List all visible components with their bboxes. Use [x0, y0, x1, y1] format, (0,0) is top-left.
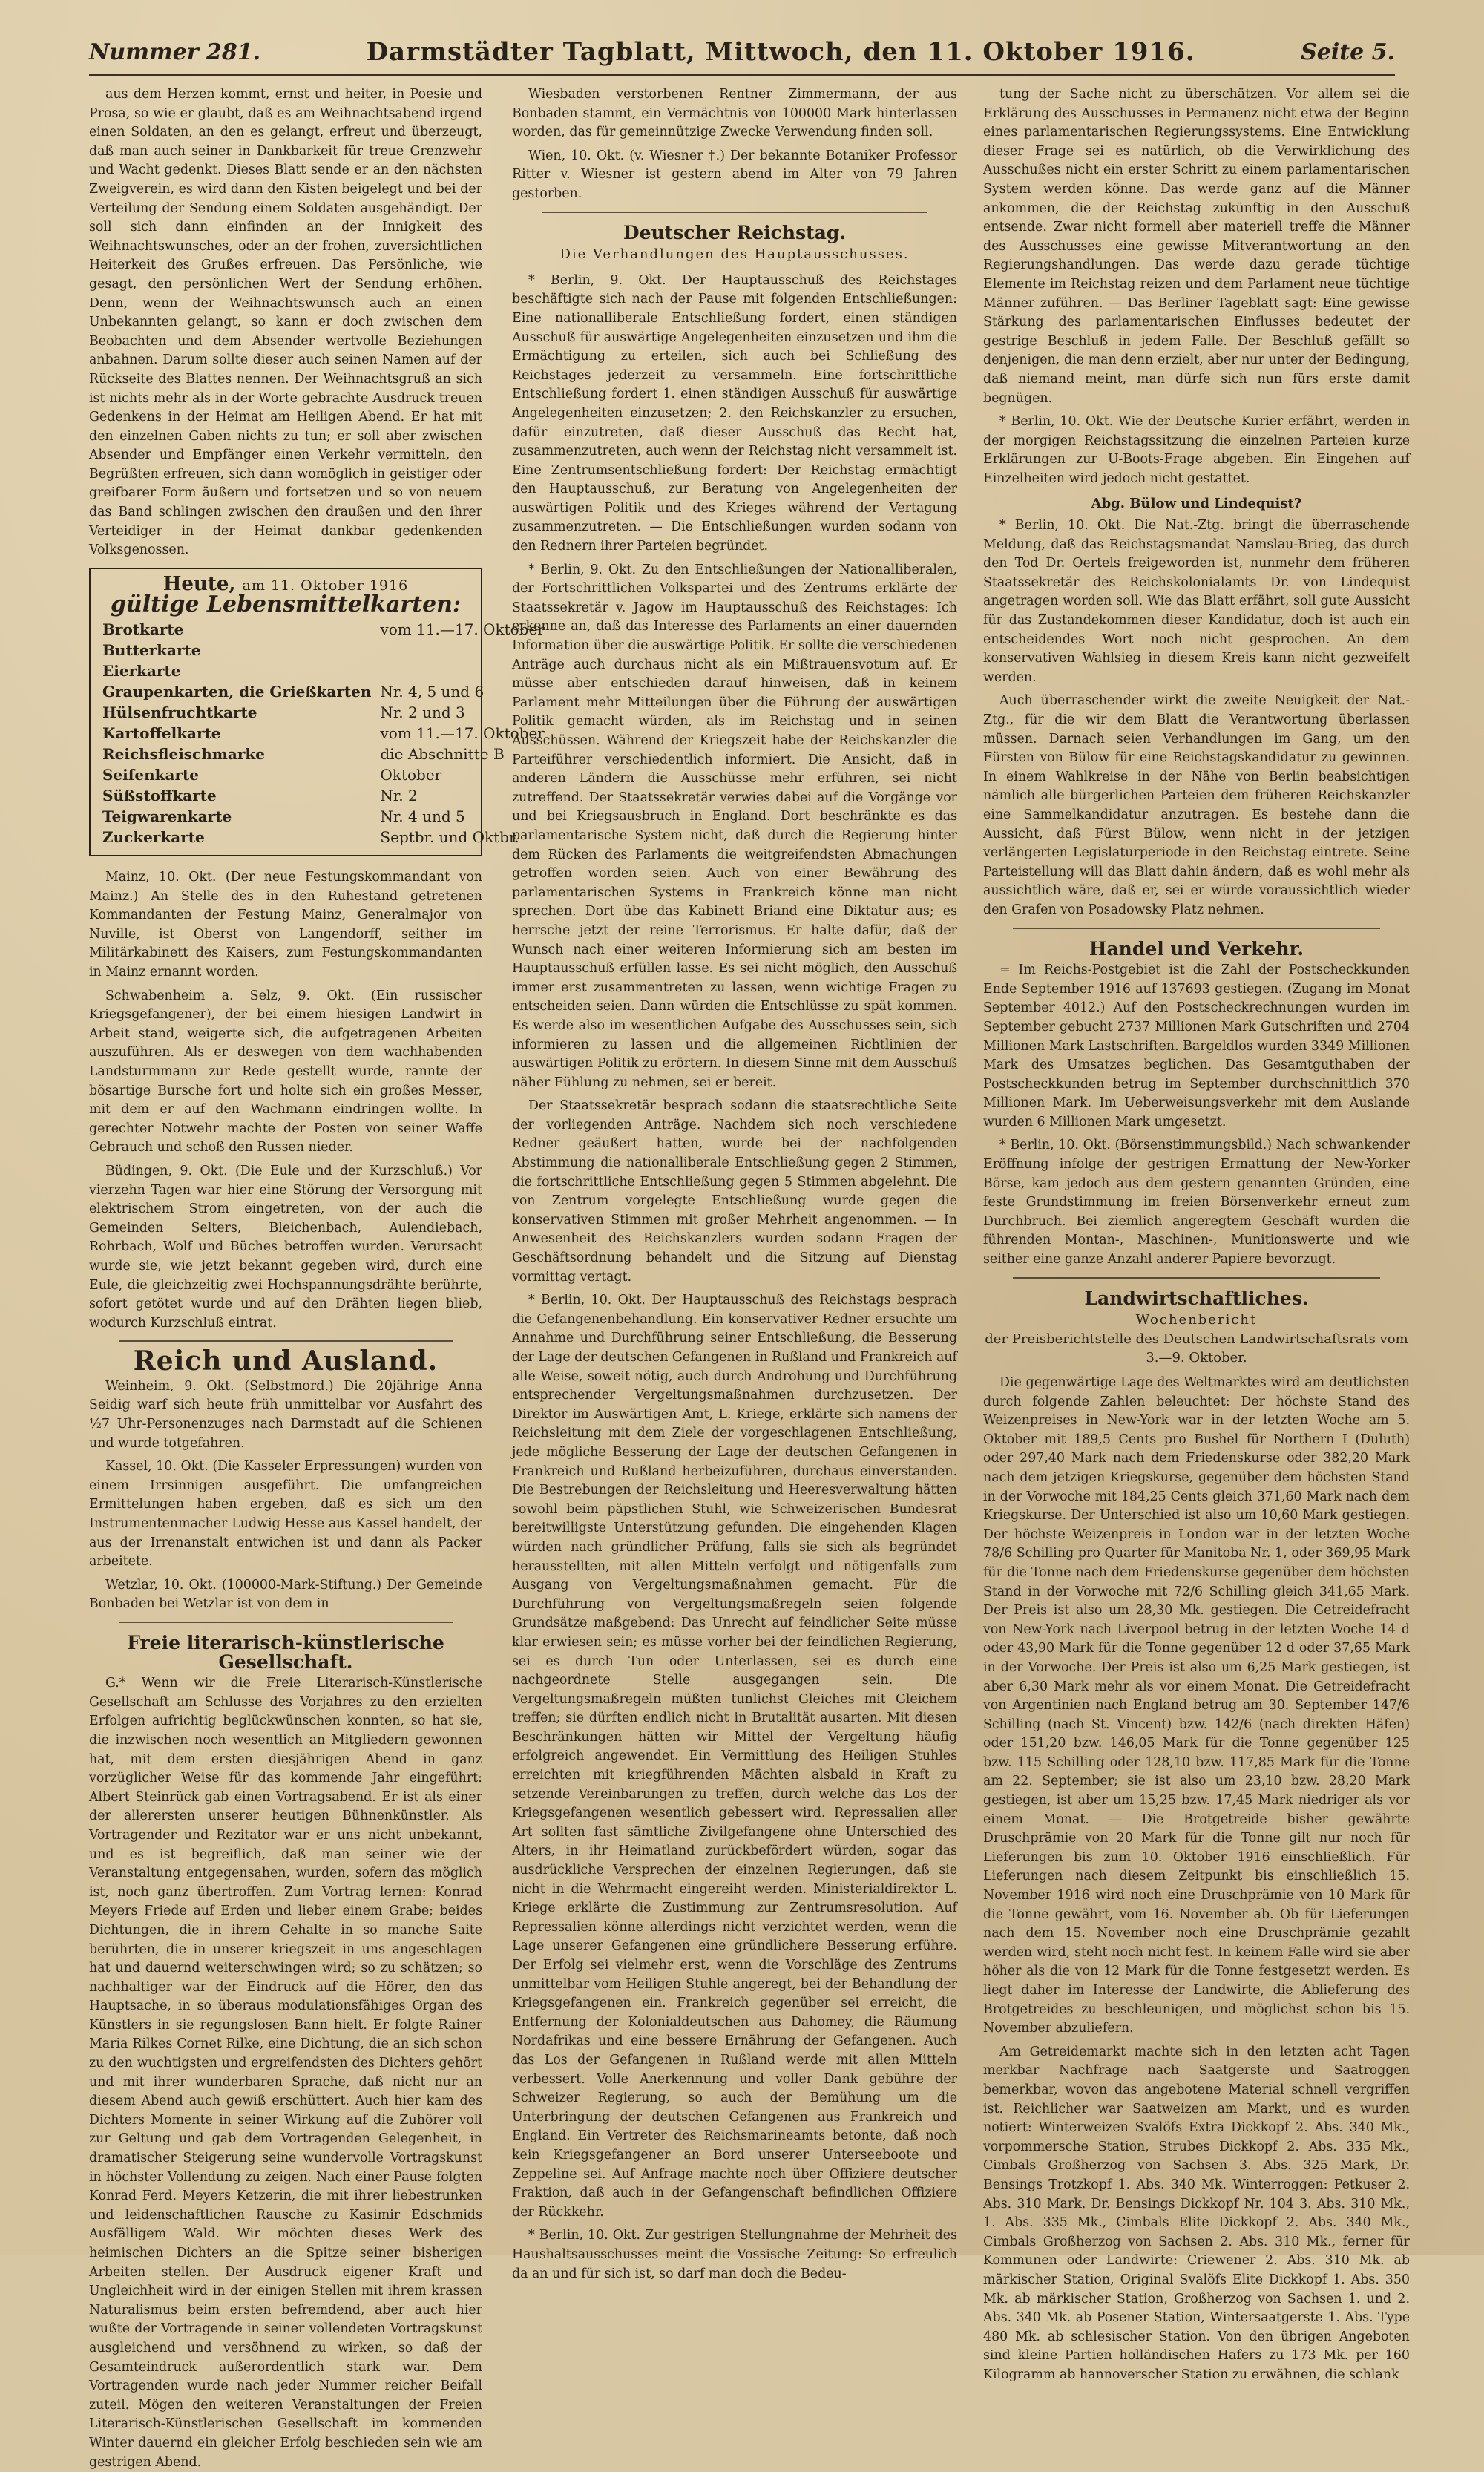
issue-number: Nummer 281. [89, 39, 261, 65]
section-heading: Reich und Ausland. [133, 1345, 439, 1377]
ration-card-row [102, 744, 545, 764]
ration-card-validity: Nr. 4, 5 und 6 [380, 683, 485, 701]
article-paragraph: * Berlin, 10. Okt. Zur gestrigen Stellungnahme der Mehrheit des Haushaltsausschusses meint die Vossische Zeitung: So erfreulich da an und für sich ist, so darf man doch die Bedeu- [512, 2228, 957, 2281]
ration-card-name: Teigwarenkarte [102, 807, 232, 826]
section-heading: Landwirtschaftliches. [1084, 1287, 1309, 1309]
article-paragraph: * Berlin, 10. Okt. Der Hauptausschuß des Reichstags besprach die Gefangenenbehandlung. Ein konservativer Redner ersuchte um Annahme und Durchführung seiner Entschließung, die Besserung der Lage der deutschen Gefangenen in Rußland und Frankreich auf alle Weise, soweit nötig, auch durch Androhung und Durchführung entsprechender Vergeltungsmaßnahmen durchzusetzen. Der Direktor im Auswärtigen Amt, L. Kriege, erklärte sich namens der Reichsleitung mit dem Ziele der vorgeschlagenen Entschließung, jede mögliche Besserung der Lage der deutschen Gefangenen in Frankreich und Rußland herbeizuführen, durchaus einverstanden. Die Bestrebungen der Reichsleitung und Heeresverwaltung hätten sowohl beim päpstlichen Stuhl, wie Schweizerischen Bundesrat bereitwilligste Unterstützung gefunden. Die eingehenden Klagen würden nach gründlicher Prüfung, falls sie sich als begründet herausstellten, mit allen Mitteln verfolgt und nötigenfalls zum Ausgang von Vergeltungsmaßnahmen gemacht. Für die Durchführung von Vergeltungsmaßregeln seien folgende Grundsätze maßgebend: Das Unrecht auf feindlicher Seite müsse klar erwiesen sein; es müsse vorher bei der feindlichen Regierung, sei es durch Tun oder Unterlassen, sei es durch eine nachgeordnete Stelle ausgegangen sein. Die Vergeltungsmaßregeln müßten tunlichst Gleiches mit Gleichem treffen; sie dürften endlich nicht in Brutalität ausarten. Mit diesen Beschränkungen hätten wir Mittel der Vergeltung häufig erfolgreich angewendet. Ein Vermittlung des Heiligen Stuhles erreichten mit kriegführenden Mächten alsbald in Kraft zu setzende Vereinbarungen zu treffen, durch welche das Los der Kriegsgefangenen wesentlich gebessert wird. Repressalien aller Art sollten fast sämtliche Zivilgefangene ohne Unterschied des Alters, in ihr Heimatland zurückbefördert würden, sogar das ausdrückliche Versprechen der einzelnen Regierungen, daß sie nicht in die Wehrmacht eingereiht werden. Ministerialdirektor L. Kriege erklärte die Zustimmung zur Zentrumsresolution. Auf Repressalien könne allerdings nicht verzichtet werden, wenn die Lage unserer Gefangenen eine gründlichere Besserung erführe. Der Erfolg sei vielmehr erst, wenn die Vorschläge des Zentrums unmittelbar vom Heiligen Stuhle angeregt, bei der Behandlung der Kriegsgefangenen ein. Frankreich gegenüber sei erreicht, die Entfernung der Kolonialdeutschen aus Dahomey, die Räumung Nordafrikas und eine bessere Ernährung der Gefangenen. Auch das Los der Gefangenen in Rußland werde mit allen Mitteln verbessert. Volle Anerkennung und voller Dank gebühre der Schweizer Regierung, so auch der Bemühung um die Unterbringung der deutschen Gefangenen aus Frankreich und England. Ein Vertreter des Reichsmarineamts betonte, daß noch kein Kriegsgefangener an Bord unserer Unterseeboote und Zeppeline sei. Auf Anfrage machte noch über Offiziere deutscher Fraktion, daß auch in der Gefangenschaft befindlichen Offiziere der Rückkehr. [512, 1293, 957, 2220]
ration-card-validity: vom 11.—17. Oktober [380, 620, 545, 639]
section-heading: Handel und Verkehr. [1089, 937, 1304, 960]
ration-card-row [102, 806, 545, 827]
article-paragraph: * Berlin, 9. Okt. Zu den Entschließungen der Nationalliberalen, der Fortschrittlichen Volkspartei und des Zentrums erklärte der Staatssekretär v. Jagow im Hauptausschuß des Reichstages: Ich erkenne an, daß das Interesse des Parlaments an einer dauernden Information über die auswärtige Politik. Er sollte die verschiedenen Anträge auch durchaus nicht als ein Mißtrauensvotum auf. Er müsse aber entschieden darauf hinweisen, daß in keinem Parlament mehr Mitteilungen über die Führung der auswärtigen Politik gemacht würden, als im Reichstag und in seinen Ausschüssen. Während der Kriegszeit habe der Reichskanzler die Parteiführer verschiedentlich informiert. Die Ansicht, daß in anderen Ländern die Ausschüsse mehr erführen, sei nicht zutreffend. Der Staatssekretär verwies dabei auf die Vorgänge vor und bei Kriegsausbruch in England. Dort beschränkte es das parlamentarische System nicht, daß durch die Regierung hinter dem Rücken des Parlaments die weitgreifendsten Abmachungen getroffen worden seien. Auch von einer Bewährung des parlamentarischen Systems in Frankreich könne man nicht sprechen. Dort übe das Kabinett Briand eine Diktatur aus; es herrsche jetzt der reine Terrorismus. Er halte dafür, daß der Wunsch nach einer weiteren Informierung sich am besten im Hauptausschuß erfüllen lasse. Es sei nicht möglich, den Ausschuß immer erst zusammentreten zu lassen, wenn wichtige Fragen zu entscheiden seien. Dann würden die Entschlüsse zu spät kommen. Es werde also im wesentlichen Aufgabe des Ausschusses sein, sich informieren zu lassen und die allgemeinen Richtlinien der auswärtigen Politik zu erörtern. In diesem Sinne mit dem Ausschuß näher Fühlung zu nehmen, sei er bereit. [512, 562, 957, 1090]
ration-card-name: Kartoffelkarte [102, 724, 221, 743]
section-heading: Deutscher Reichstag. [623, 221, 847, 243]
section-subheading: Wochenbericht [1135, 1312, 1258, 1328]
ration-cards-box [89, 568, 545, 856]
article-paragraph: Wetzlar, 10. Okt. (100000-Mark-Stiftung.) Der Gemeinde Bonbaden bei Wetzlar ist von dem in [89, 1577, 482, 1612]
ration-card-row [102, 827, 545, 848]
article-paragraph: Weinheim, 9. Okt. (Selbstmord.) Die 20jährige Anna Seidig warf sich heute früh unmittelbar vor Ausfahrt des ½7 Uhr-Personenzuges nach Darmstadt auf die Schienen und wurde totgefahren. [89, 1378, 482, 1451]
ration-card-row [102, 660, 545, 681]
ration-card-name: Seifenkarte [102, 766, 199, 784]
article-paragraph: * Berlin, 10. Okt. Die Nat.-Ztg. bringt die überraschende Meldung, daß das Reichstagsmandat Namslau-Brieg, das durch den Tod Dr. Oertels freigeworden ist, nunmehr dem früheren Staatssekretär des Reichskolonialamts Dr. von Lindequist angetragen worden soll. Wie das Blatt erfährt, soll gute Aussicht für das Zustandekommen dieser Kandidatur, doch ist auch ein entscheidendes Wort noch nicht gesprochen. An dem konservativen Wahlsieg in diesem Kreis kann nicht gezweifelt werden. [983, 518, 1410, 685]
article-paragraph: Die gegenwärtige Lage des Weltmarktes wird am deutlichsten durch folgende Zahlen beleuchtet: Der höchste Stand des Weizenpreises in New-York war in der letzten Woche am 5. Oktober mit 189,5 Cents pro Bushel für Northern I (Duluth) oder 297,40 Mark nach dem Friedenskurse oder 382,20 Mark nach dem jetzigen Kriegskurse, gegenüber dem höchsten Stand in der Vorwoche mit 184,25 Cents gleich 371,60 Mark nach dem Kriegskurse. Der Unterschied ist also um 10,60 Mark gestiegen. Der höchste Weizenpreis in London war in der letzten Woche 78/6 Schilling pro Quarter für Manitoba Nr. 1, oder 369,95 Mark für die Tonne nach dem Friedenskurse gegenüber dem höchsten Stand in der Vorwoche mit 72/6 Schilling gleich 341,65 Mark. Der Preis ist also um 28,30 Mk. gestiegen. Die Getreidefracht von New-York nach Liverpool betrug in der letzten Woche 14 d oder 43,90 Mark für die Tonne gegenüber 12 d oder 37,65 Mark in der Vorwoche. Der Preis ist also um 6,25 Mark gestiegen, ist aber 6,30 Mark mehr als vor einem Monat. Die Getreidefracht von Argentinien nach England betrug am 30. September 147/6 Schilling (nach St. Vincent) bzw. 142/6 (nach direkten Häfen) oder 151,20 bzw. 146,05 Mark für die Tonne gegenüber 125 bzw. 115 Schilling oder 128,10 bzw. 117,85 Mark für die Tonne am 22. September; sie ist also um 23,10 bzw. 28,20 Mark gestiegen, ist aber um 15,25 bzw. 17,45 Mark niedriger als vor einem Monat. — Die Brotgetreide bisher gewährte Druschprämie von 20 Mark für die Tonne gilt nur noch für Lieferungen bis zum 10. Oktober 1916 einschließlich. Für Lieferungen nach diesem Zeitpunkt bis einschließlich 15. November 1916 wird noch eine Druschprämie von 10 Mark für die Tonne gewährt, vom 16. November ab. Ob für Lieferungen nach dem 15. November noch eine Druschprämie gezahlt werden wird, steht noch nicht fest. In keinem Falle wird sie aber höher als die von 12 Mark für die Tonne festgesetzt werden. Es liegt daher im Interesse der Landwirte, die Ablieferung des Brotgetreides zu beschleunigen, und möglichst schon bis 15. November abzuliefern. [983, 1375, 1410, 2036]
ration-card-name: Eierkarte [102, 662, 181, 681]
article-paragraph: Wiesbaden verstorbenen Rentner Zimmermann, der aus Bonbaden stammt, ein Vermächtnis von 100000 Mark hinterlassen worden, das für gemeinnützige Zwecke Verwendung finden soll. [512, 87, 957, 140]
ration-card-validity: Nr. 2 und 3 [380, 704, 465, 722]
ration-card-row [102, 619, 545, 640]
box-heading-today: Heute, [162, 572, 236, 595]
ration-card-name: Brotkarte [102, 620, 184, 639]
ration-card-validity: Septbr. und Oktbr. [380, 828, 519, 847]
article-paragraph: Mainz, 10. Okt. (Der neue Festungskommandant von Mainz.) An Stelle des in den Ruhestand getretenen Kommandanten der Festung Mainz, Generalmajor von Nuville, ist Oberst von Langendorff, seither im Militärkabinett des Kaisers, zum Festungskommandanten in Mainz ernannt worden. [89, 870, 482, 980]
article-paragraph: tung der Sache nicht zu überschätzen. Vor allem sei die Erklärung des Ausschusses in Permanenz nicht etwa der Beginn eines parlamentarischen Regierungssystems. Eine Entwicklung dieser Frage sei es natürlich, ob die Verwirklichung des Ausschußes nicht ein erster Schritt zu einem parlamentarischen System werden könne. Das werde ganz auf die Männer ankommen, die der Reichstag zukünftig in den Ausschuß entsende. Zwar nicht formell aber materiell treffe die Männer des Ausschusses eine gewisse Mitverantwortung an den Regierungshandlungen. Das werde dazu gerade tüchtige Elemente im Reichstag reizen und dem Parlament neue tüchtige Männer zuführen. — Das Berliner Tageblatt sagt: Eine gewisse Stärkung des parlamentarischen Einflusses bedeutet der gestrige Beschluß in jedem Falle. Der Beschluß gefällt so denjenigen, die man denn erzielt, aber nur unter der Bedingung, daß niemand meint, man dürfe sich nun fürs erste damit begnügen. [983, 87, 1410, 406]
ration-card-name: Reichsfleischmarke [102, 745, 266, 764]
article-paragraph: Schwabenheim a. Selz, 9. Okt. (Ein russischer Kriegsgefangener), der bei einem hiesigen Landwirt in Arbeit stand, weigerte sich, die aufgetragenen Arbeiten auszuführen. Als er deswegen von dem wachhabenden Landsturmmann zur Rede gestellt wurde, rannte der bösartige Bursche fort und holte sich ein großes Messer, mit dem er auf den Wachmann eindringen wollte. In gerechter Notwehr machte der Posten von seiner Waffe Gebrauch und schoß den Russen nieder. [89, 988, 482, 1155]
divider [1013, 928, 1380, 929]
divider [119, 1622, 453, 1623]
ration-card-name: Butterkarte [102, 641, 201, 660]
article-paragraph: aus dem Herzen kommt, ernst und heiter, in Poesie und Prosa, so wie er glaubt, daß es am Weihnachtsabend irgend einen Soldaten, an den es gelangt, erfreut und überzeugt, daß man auch seiner in Dankbarkeit für treue Grenzwehr und Wacht gedenkt. Dieses Blatt sende er an den nächsten Zweigverein, es wird dann den Kisten beigelegt und bei der Verteilung der Sendung einem Soldaten ausgehändigt. Der soll sich dann einfinden an der Innigkeit des Weihnachtswunsches, oder an der frohen, zuversichtlichen Heiterkeit des Grußes erfreuen. Das Persönliche, wie gesagt, den persönlichen Wert der Sendung erhöhen. Denn, wenn der Weihnachtswunsch auch an einen Unbekannten gelangt, so kann er doch zwischen dem Beobachten und dem Absender wertvolle Beziehungen anbahnen. Darum sollte dieser auch seinen Namen auf der Rückseite des Blattes nennen. Der Weihnachtsgruß an sich ist nichts mehr als in der Worte gebrachte Ausdruck treuen Gedenkens in der Heimat am Heiligen Abend. Er hat mit den einzelnen Gaben nichts zu tun; er soll aber zwischen Absender und Empfänger einen Verkehr vermitteln, den Begrüßten erfreuen, sich dann womöglich in geistiger oder greifbarer Form äußern und fortsetzen und so von neuem das Band schlingen zwischen den draußen und den ihrer Verteidiger in der Heimat dankbar gedenkenden Volksgenossen. [89, 87, 482, 558]
ration-card-name: Süßstoffkarte [102, 787, 217, 805]
article-paragraph: Büdingen, 9. Okt. (Die Eule und der Kurzschluß.) Vor vierzehn Tagen war hier eine Störung der Versorgung mit elektrischem Strom eingetreten, von der auch die Gemeinden Selters, Bleichenbach, Aulendiebach, Rohrbach, Wolf und Büches betroffen wurden. Verursacht wurde sie, wie jetzt bekannt gegeben wird, durch eine Eule, die gleichzeitig zwei Hochspannungsdrähte berührte, sofort getötet wurde und auf den Drähten liegen blieb, wodurch Kurzschluß eintrat. [89, 1163, 482, 1331]
ration-card-name: Graupenkarten, die Grießkarten [102, 683, 372, 701]
article-paragraph: Der Staatssekretär besprach sodann die staatsrechtliche Seite der vorliegenden Anträge. Nachdem sich noch verschiedene Redner geäußert hatten, wurde bei der nachfolgenden Abstimmung die nationalliberale Entschließung gegen 2 Stimmen, die fortschrittliche Entschließung gegen 5 Stimmen abgelehnt. Die von Zentrum vorgelegte Entschließung wurde gegen die konservativen Stimmen mit großer Mehrheit angenommen. — In Anwesenheit des Reichskanzlers wurden sodann Fragen der Geschäftsordnung behandelt und die Sitzung auf Dienstag vormittag vertagt. [512, 1098, 957, 1285]
page-number: Seite 5. [1301, 39, 1395, 65]
article-paragraph: = Im Reichs-Postgebiet ist die Zahl der Postscheckkunden Ende September 1916 auf 137693 gestiegen. (Zugang im Monat September 4012.) Auf den Postscheckrechnungen wurden im September gebucht 2737 Millionen Mark Gutschriften und 2704 Millionen Mark Lastschriften. Bargeldlos wurden 3349 Millionen Mark des Umsatzes beglichen. Das Gesamtguthaben der Postscheckkunden betrug im September durchschnittlich 370 Millionen Mark. Im Ueberweisungsverkehr mit dem Auslande wurden 6 Millionen Mark umgesetzt. [983, 963, 1410, 1130]
ration-card-validity: Nr. 2 [380, 787, 418, 805]
section-heading: Freie literarisch-künstlerische Gesellschaft. [127, 1632, 444, 1673]
ration-card-validity: Nr. 4 und 5 [380, 807, 465, 826]
section-subheading: der Preisberichtstelle des Deutschen Landwirtschaftsrats vom 3.—9. Oktober. [985, 1331, 1408, 1366]
masthead [89, 30, 1395, 76]
ration-card-row [102, 702, 545, 723]
ration-card-validity: vom 11.—17. Oktober [380, 724, 545, 743]
ration-card-validity: die Abschnitte B [380, 745, 505, 764]
ration-card-row [102, 764, 545, 785]
ration-card-row [102, 681, 545, 702]
ration-card-name: Zuckerkarte [102, 828, 205, 847]
ration-card-name: Hülsenfruchtkarte [102, 704, 257, 722]
ration-card-row [102, 640, 545, 660]
divider [119, 1340, 453, 1342]
divider [542, 212, 928, 213]
ration-cards-table [102, 619, 545, 848]
newspaper-title: Darmstädter Tagblatt, Mittwoch, den 11. Oktober 1916. [366, 37, 1195, 67]
article-paragraph: Wien, 10. Okt. (v. Wiesner †.) Der bekannte Botaniker Professor Ritter v. Wiesner ist gestern abend im Alter von 79 Jahren gestorben. [512, 148, 957, 201]
box-heading-date: am 11. Oktober 1916 [242, 577, 409, 594]
article-paragraph: * Berlin, 10. Okt. (Börsenstimmungsbild.) Nach schwankender Eröffnung infolge der gestrigen Ermattung der New-Yorker Börse, kam jedoch aus dem gestern genannten Gründen, eine feste Grundstimmung im freien Börsenverkehr erneut zum Durchbruch. Bei ziemlich angeregtem Geschäft wurden die führenden Montan-, Maschinen-, Munitionswerte und wie seither eine ganze Anzahl anderer Papiere bevorzugt. [983, 1138, 1410, 1268]
ration-card-row [102, 785, 545, 806]
ration-card-row [102, 723, 545, 744]
article-paragraph: Kassel, 10. Okt. (Die Kasseler Erpressungen) wurden von einem Irrsinnigen ausgeführt. Die umfangreichen Ermittelungen haben ergeben, daß es sich um den Instrumentenmacher Ludwig Hesse aus Kassel handelt, der aus der Irrenanstalt entwichen ist und dann als Packer arbeitete. [89, 1459, 482, 1570]
divider [1013, 1277, 1380, 1279]
column-1 [89, 85, 545, 2470]
section-subheading: Die Verhandlungen des Hauptausschusses. [559, 246, 910, 263]
box-subheading: gültige Lebensmittelkarten: [110, 591, 462, 618]
article-paragraph: Am Getreidemarkt machte sich in den letzten acht Tagen merkbar Nachfrage nach Saatgerste und Saatroggen bemerkbar, wovon das angebotene Material schnell vergriffen ist. Reichlicher war Saatweizen am Markt, und es wurden notiert: Winterweizen Svalöfs Extra Dickkopf 2. Abs. 340 Mk., vorpommersche Station, Strubes Dickkopf 2. Abs. 335 Mk., Cimbals Großherzog von Sachsen 3. Abs. 325 Mark, Dr. Bensings Trotzkopf 1. Abs. 340 Mk. Winterroggen: Petkuser 2. Abs. 310 Mark. Dr. Bensings Dickkopf Nr. 104 3. Abs. 310 Mk., 1. Abs. 335 Mk., Cimbals Elite Dickkopf 2. Abs. 340 Mk., Cimbals Großherzog von Sachsen 2. Abs. 310 Mk., ferner für Kommunen oder Landwirte: Criewener 2. Abs. 310 Mk. ab märkischer Station, Original Svalöfs Elite Dickkopf 1. Abs. 350 Mk. ab märkischer Station, Großherzog von Sachsen 1. und 2. Abs. 340 Mk. ab Posener Station, Wintersaatgerste 1. Abs. Type 480 Mk. ab schlesischer Station. Von den übrigen Angeboten sind kleine Partien holländischen Hafers zu 173 Mk. per 160 Kilogramm ab hannoverscher Station zu erwähnen, die schlank [983, 2044, 1410, 2382]
column-2 [512, 85, 957, 2281]
article-heading: Abg. Bülow und Lindequist? [1091, 496, 1302, 512]
article-paragraph: Auch überraschender wirkt die zweite Neuigkeit der Nat.-Ztg., für die wir dem Blatt die Verantwortung überlassen müssen. Darnach seien Verhandlungen im Gang, um den Fürsten von Bülow für eine Reichstagskandidatur zu gewinnen. In einem Wahlkreise in der Nähe von Berlin beabsichtigen nämlich alle bürgerlichen Parteien dem früheren Reichskanzler eine Sammelkandidatur anzutragen. Es bestehe dann die Aussicht, daß Fürst Bülow, wenn nicht in der jetzigen verlängerten Legislaturperiode in den Reichstag eintrete. Seine Parteistellung will das Blatt dahin ändern, daß es wohl mehr als aussichtlich wäre, daß er, sei er würde voraussichtlich wieder den Grafen von Posadowsky Platz nehmen. [983, 693, 1410, 917]
ration-card-validity: Oktober [380, 766, 442, 784]
article-paragraph: G.* Wenn wir die Freie Literarisch-Künstlerische Gesellschaft am Schlusse des Vorjahres zu den erzielten Erfolgen aufrichtig beglückwünschen konnten, so hat sie, die inzwischen noch wesentlich an Mitgliedern gewonnen hat, mit dem ersten diesjährigen Abend in ganz vorzüglicher Weise für das kommende Jahr eingeführt: Albert Steinrück gab einen Vortragsabend. Er ist als einer der allerersten unserer heutigen Bühnenkünstler. Als Vortragender und Rezitator war er uns nicht unbekannt, und es ist begreiflich, daß man seiner wie der Veranstaltung entgegensahen, wurden, sofern das möglich ist, noch ganz übertroffen. Zum Vortrag lernen: Konrad Meyers Friede auf Erden und lieber einem Grabe; beides Dichtungen, die in ihrem Gehalte in so manche Saite berührten, die in unserer kriegszeit in uns angeschlagen hat und dauernd weiterschwingen wird; so zu schätzen; so nachhaltiger war der Eindruck auf die Hörer, den das Hauptsache, in so überaus modulationsfähiges Organ des Künstlers in sie regungslosen Bann hielt. Er folgte Rainer Maria Rilkes Cornet Rilke, eine Dichtung, die an sich schon zu den wuchtigsten und ergreifendsten des Dichters gehört und mit ihrer wunderbaren Sprache, daß nicht nur an diesem Abend auch gewiß erschüttert. Auch hier kam des Dichters Momente in seiner Wirkung auf die Zuhörer voll zur Geltung und gab dem Vortragenden Gelegenheit, in dramatischer Steigerung seine wundervolle Vortragskunst in höchster Vollendung zu zeigen. Nach einer Pause folgten Konrad Ferd. Meyers Ketzerin, die mit ihrer liebestrunken und leidenschaftlichen Rausche zu Kasimir Edschmids Ausfälligem Wald. Wir möchten dieses Werk des heimischen Dichters an die Spitze seiner bisherigen Arbeiten stellen. Der Ausdruck eigener Kraft und Ungleichheit wird in der einigen Stellen mit ihrem krassen Naturalismus beim ersten befremdend, aber auch hier wußte der Vortragende in seiner vollendeten Vortragskunst ausgleichend und versöhnend zu wirken, so daß der Gesamteindruck außerordentlich stark war. Dem Vortragenden wurde nach jeder Nummer reicher Beifall zuteil. Mögen den weiteren Veranstaltungen der Freien Literarisch-Künstlerischen Gesellschaft im kommenden Winter dauernd ein gleicher Erfolg beschieden sein wie am gestrigen Abend. [89, 1676, 482, 2470]
column-3 [983, 85, 1410, 2382]
article-paragraph: * Berlin, 9. Okt. Der Hauptausschuß des Reichstages beschäftigte sich nach der Pause mit folgenden Entschließungen: Eine nationalliberale Entschließung fordert, einen ständigen Ausschuß für auswärtige Angelegenheiten einzusetzen und ihm die Ermächtigung zu erteilen, sich auch bei Schließung des Reichstages jederzeit zu versammeln. Eine fortschrittliche Entschließung fordert 1. einen ständigen Ausschuß für auswärtige Angelegenheiten einzusetzen; 2. den Reichskanzler zu ersuchen, dafür einzutreten, daß dieser Ausschuß das Recht hat, zusammenzutreten, auch wenn der Reichstag nicht versammelt ist. Eine Zentrumsentschließung fordert: Der Reichstag ermächtigt den Hauptausschuß, zur Beratung von Angelegenheiten der auswärtigen Politik und des Krieges während der Vertagung zusammenzutreten. — Die Entschließungen wurden sodann von den Rednern ihrer Parteien begründet. [512, 272, 957, 554]
article-paragraph: * Berlin, 10. Okt. Wie der Deutsche Kurier erfährt, werden in der morgigen Reichstagssitzung die einzelnen Parteien kurze Erklärungen zur U-Boots-Frage abgeben. Ein Eingehen auf Einzelheiten wird jedoch nicht gestattet. [983, 414, 1410, 486]
